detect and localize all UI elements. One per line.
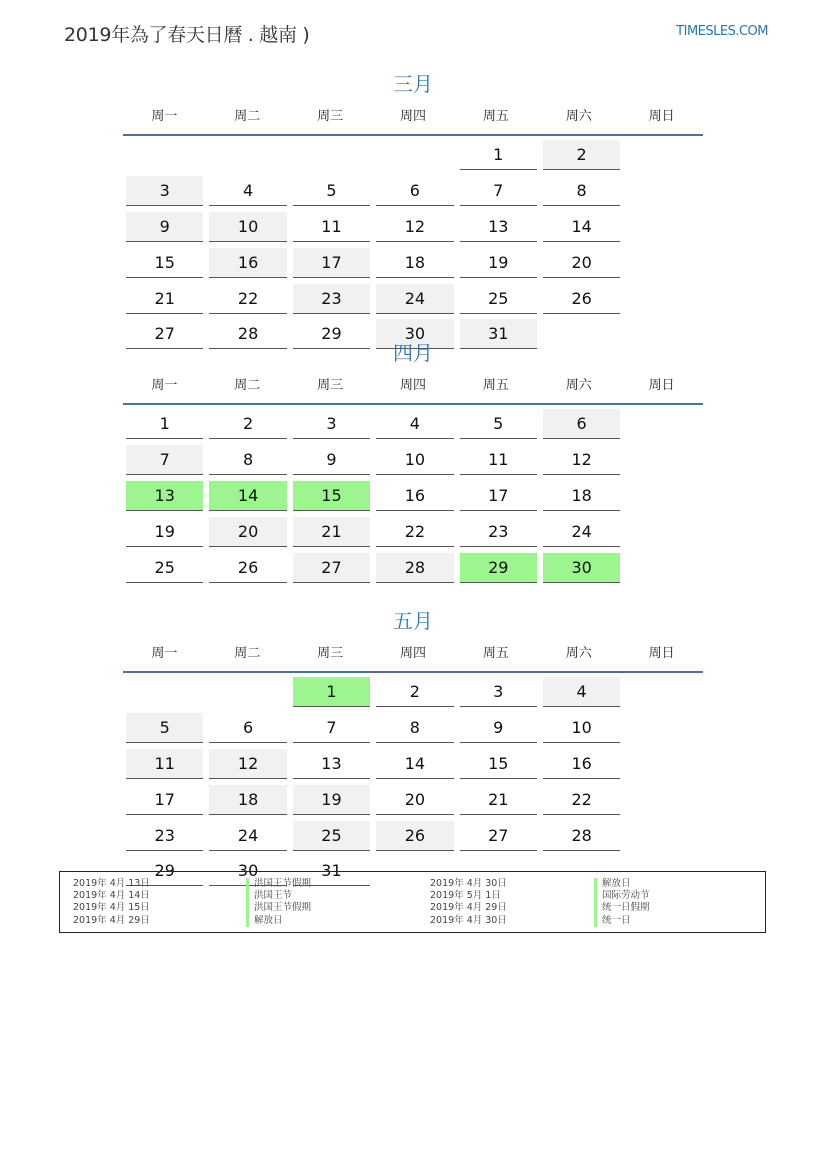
day-cell: 29 bbox=[293, 319, 370, 349]
weekday-label: 周日 bbox=[648, 646, 675, 661]
weekday-label: 周五 bbox=[482, 109, 509, 124]
day-cell: 27 bbox=[460, 821, 537, 851]
day-cell: 25 bbox=[460, 284, 537, 314]
day-cell: 1 bbox=[126, 409, 203, 439]
day-cell: 9 bbox=[293, 445, 370, 475]
legend-names-1 bbox=[246, 878, 311, 927]
day-cell: 25 bbox=[293, 821, 370, 851]
holiday-day-cell: 13 bbox=[126, 481, 203, 511]
day-cell: 31 bbox=[293, 856, 370, 886]
day-cell: 21 bbox=[460, 785, 537, 815]
empty-cell bbox=[126, 140, 203, 170]
empty-cell bbox=[209, 677, 286, 707]
day-cell: 22 bbox=[376, 517, 453, 547]
legend-holiday: 解放日 bbox=[594, 878, 650, 890]
day-cell: 7 bbox=[460, 176, 537, 206]
day-cell: 18 bbox=[376, 248, 453, 278]
empty-cell bbox=[293, 140, 370, 170]
weekday-label: 周二 bbox=[234, 109, 261, 124]
day-cell: 19 bbox=[293, 785, 370, 815]
day-cell: 27 bbox=[126, 319, 203, 349]
day-cell: 26 bbox=[209, 553, 286, 583]
day-cell: 21 bbox=[126, 284, 203, 314]
day-cell: 28 bbox=[209, 319, 286, 349]
day-grid bbox=[123, 140, 703, 355]
page-title: 2019年為了春天日曆 . 越南 ) bbox=[64, 24, 310, 46]
day-cell: 4 bbox=[543, 677, 620, 707]
weekday-label: 周日 bbox=[648, 109, 675, 124]
legend-date: 2019年 4月 13日 bbox=[73, 878, 150, 889]
month-title: 四月 bbox=[393, 341, 433, 365]
day-cell: 8 bbox=[209, 445, 286, 475]
day-cell: 30 bbox=[209, 856, 286, 886]
day-cell: 22 bbox=[209, 284, 286, 314]
weekday-label: 周五 bbox=[482, 646, 509, 661]
day-cell: 6 bbox=[209, 713, 286, 743]
day-cell: 5 bbox=[126, 713, 203, 743]
day-cell: 20 bbox=[209, 517, 286, 547]
day-cell: 3 bbox=[460, 677, 537, 707]
weekday-label: 周六 bbox=[565, 378, 592, 393]
legend-date: 2019年 4月 29日 bbox=[73, 914, 150, 926]
weekday-label: 周二 bbox=[234, 646, 261, 661]
day-cell: 2 bbox=[376, 677, 453, 707]
day-cell: 5 bbox=[293, 176, 370, 206]
day-cell: 18 bbox=[543, 481, 620, 511]
day-cell: 21 bbox=[293, 517, 370, 547]
day-cell: 17 bbox=[460, 481, 537, 511]
day-cell: 23 bbox=[460, 517, 537, 547]
day-cell: 11 bbox=[126, 749, 203, 779]
day-cell: 9 bbox=[126, 212, 203, 242]
holiday-day-cell: 1 bbox=[293, 677, 370, 707]
legend-date: 2019年 4月 15日 bbox=[73, 902, 150, 914]
day-cell: 17 bbox=[293, 248, 370, 278]
day-cell: 12 bbox=[543, 445, 620, 475]
day-cell: 31 bbox=[460, 319, 537, 349]
day-cell: 14 bbox=[376, 749, 453, 779]
legend-holiday: 国际劳动节 bbox=[594, 890, 650, 902]
day-cell: 28 bbox=[376, 553, 453, 583]
weekday-label: 周日 bbox=[648, 378, 675, 393]
day-grid bbox=[123, 409, 703, 588]
day-cell: 7 bbox=[126, 445, 203, 475]
holiday-legend bbox=[59, 871, 766, 933]
holiday-day-cell: 15 bbox=[293, 481, 370, 511]
day-cell: 25 bbox=[126, 553, 203, 583]
holiday-day-cell: 29 bbox=[460, 553, 537, 583]
weekday-label: 周一 bbox=[151, 109, 178, 124]
day-cell: 10 bbox=[543, 713, 620, 743]
holiday-day-cell: 14 bbox=[209, 481, 286, 511]
day-cell: 16 bbox=[543, 749, 620, 779]
weekday-label: 周三 bbox=[317, 109, 344, 124]
day-cell: 13 bbox=[293, 749, 370, 779]
day-cell: 23 bbox=[293, 284, 370, 314]
day-cell: 29 bbox=[126, 856, 203, 886]
legend-date: 2019年 5月 1日 bbox=[430, 890, 501, 902]
legend-holiday: 统一日假期 bbox=[594, 902, 650, 914]
day-cell: 24 bbox=[543, 517, 620, 547]
legend-holiday: 解放日 bbox=[246, 915, 311, 927]
day-cell: 30 bbox=[376, 319, 453, 349]
day-cell: 15 bbox=[460, 749, 537, 779]
day-cell: 23 bbox=[126, 821, 203, 851]
day-cell: 16 bbox=[376, 481, 453, 511]
day-cell: 2 bbox=[209, 409, 286, 439]
weekday-label: 周六 bbox=[565, 109, 592, 124]
day-cell: 9 bbox=[460, 713, 537, 743]
legend-dates-2 bbox=[430, 878, 507, 927]
day-cell: 24 bbox=[376, 284, 453, 314]
day-cell: 26 bbox=[376, 821, 453, 851]
weekday-label: 周二 bbox=[234, 378, 261, 393]
legend-holiday: 统一日 bbox=[594, 915, 650, 927]
legend-date: 2019年 4月 30日 bbox=[430, 878, 507, 889]
day-cell: 27 bbox=[293, 553, 370, 583]
day-cell: 15 bbox=[126, 248, 203, 278]
legend-date: 2019年 4月 30日 bbox=[430, 914, 507, 926]
month-title: 五月 bbox=[393, 609, 433, 633]
day-cell: 4 bbox=[209, 176, 286, 206]
day-cell: 20 bbox=[376, 785, 453, 815]
day-cell: 5 bbox=[460, 409, 537, 439]
empty-cell bbox=[376, 140, 453, 170]
weekday-label: 周五 bbox=[482, 378, 509, 393]
legend-names-2 bbox=[594, 878, 650, 927]
legend-date: 2019年 4月 14日 bbox=[73, 890, 150, 902]
weekday-label: 周六 bbox=[565, 646, 592, 661]
day-cell: 1 bbox=[460, 140, 537, 170]
weekday-label: 周三 bbox=[317, 646, 344, 661]
day-cell: 2 bbox=[543, 140, 620, 170]
weekday-label: 周一 bbox=[151, 646, 178, 661]
month-may bbox=[123, 606, 703, 892]
day-cell: 16 bbox=[209, 248, 286, 278]
day-cell: 17 bbox=[126, 785, 203, 815]
weekday-header bbox=[123, 642, 703, 673]
legend-holiday: 洪国王节 bbox=[246, 890, 311, 902]
day-cell: 8 bbox=[543, 176, 620, 206]
legend-holiday: 洪国王节假期 bbox=[246, 902, 311, 914]
month-april bbox=[123, 338, 703, 588]
month-march bbox=[123, 69, 703, 355]
day-cell: 10 bbox=[209, 212, 286, 242]
legend-dates-1 bbox=[73, 878, 150, 927]
day-cell: 26 bbox=[543, 284, 620, 314]
day-cell: 14 bbox=[543, 212, 620, 242]
day-cell: 19 bbox=[126, 517, 203, 547]
day-cell: 24 bbox=[209, 821, 286, 851]
day-grid bbox=[123, 677, 703, 892]
legend-date: 2019年 4月 29日 bbox=[430, 902, 507, 914]
day-cell: 11 bbox=[293, 212, 370, 242]
empty-cell bbox=[126, 677, 203, 707]
legend-holiday: 洪国王节假期 bbox=[246, 878, 311, 890]
day-cell: 4 bbox=[376, 409, 453, 439]
day-cell: 7 bbox=[293, 713, 370, 743]
day-cell: 11 bbox=[460, 445, 537, 475]
weekday-label: 周一 bbox=[151, 378, 178, 393]
weekday-label: 周四 bbox=[400, 109, 427, 124]
day-cell: 13 bbox=[460, 212, 537, 242]
day-cell: 6 bbox=[543, 409, 620, 439]
weekday-label: 周四 bbox=[400, 378, 427, 393]
day-cell: 22 bbox=[543, 785, 620, 815]
day-cell: 18 bbox=[209, 785, 286, 815]
holiday-day-cell: 30 bbox=[543, 553, 620, 583]
day-cell: 6 bbox=[376, 176, 453, 206]
weekday-header bbox=[123, 374, 703, 405]
empty-cell bbox=[209, 140, 286, 170]
day-cell: 19 bbox=[460, 248, 537, 278]
day-cell: 12 bbox=[209, 749, 286, 779]
weekday-label: 周三 bbox=[317, 378, 344, 393]
day-cell: 28 bbox=[543, 821, 620, 851]
brand-link[interactable]: TIMESLES.COM bbox=[676, 24, 768, 39]
weekday-label: 周四 bbox=[400, 646, 427, 661]
day-cell: 3 bbox=[126, 176, 203, 206]
day-cell: 10 bbox=[376, 445, 453, 475]
day-cell: 20 bbox=[543, 248, 620, 278]
day-cell: 8 bbox=[376, 713, 453, 743]
weekday-header bbox=[123, 105, 703, 136]
month-title: 三月 bbox=[393, 72, 433, 96]
day-cell: 12 bbox=[376, 212, 453, 242]
day-cell: 3 bbox=[293, 409, 370, 439]
